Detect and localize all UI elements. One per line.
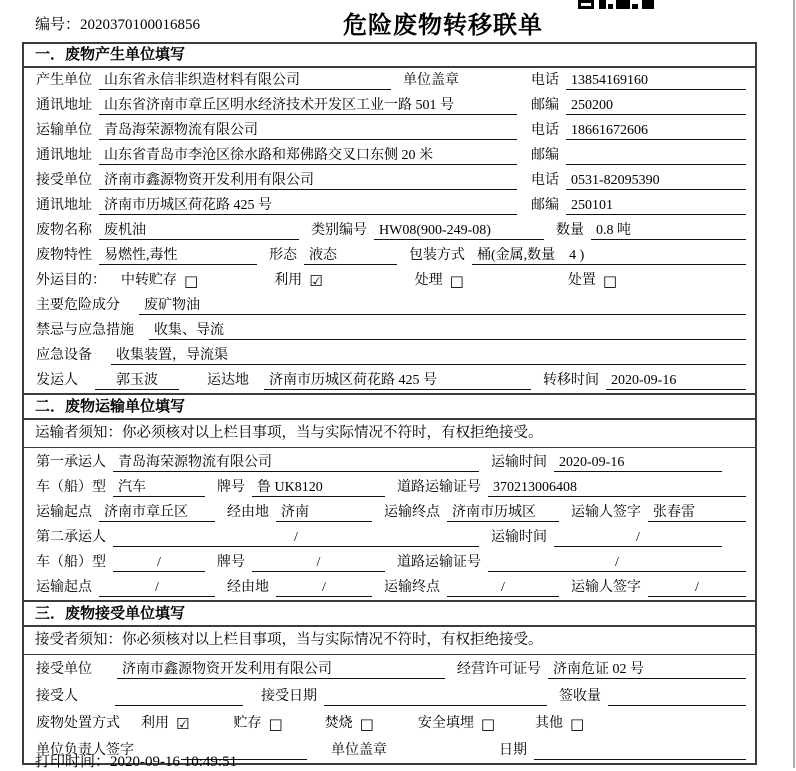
origin-value: 济南市章丘区 xyxy=(99,504,215,522)
print-time-value: 2020-09-16 10:49:51 xyxy=(110,754,238,770)
transport-zip-value xyxy=(566,147,746,165)
row-transport-purpose xyxy=(24,268,755,293)
emergency-equipment-value: 收集装置，导流渠 xyxy=(111,347,746,365)
page-title: 危险废物转移联单 xyxy=(343,12,543,39)
page-edge-line xyxy=(793,0,795,768)
qr-code-partial xyxy=(578,0,654,9)
option-label: 中转贮存 xyxy=(121,273,177,288)
plate-label: 牌号 xyxy=(217,555,245,570)
purpose-option-utilize xyxy=(274,272,322,290)
date-value xyxy=(534,742,746,760)
receive-date-value xyxy=(324,688,547,706)
waste-character-value: 易燃性,毒性 xyxy=(99,247,257,265)
quantity-value: 0.8 吨 xyxy=(591,222,746,240)
option-label: 处理 xyxy=(414,273,443,288)
checkbox-icon: □ xyxy=(480,715,496,733)
purpose-option-treat xyxy=(415,272,464,290)
plate-2-value: / xyxy=(252,554,385,572)
qr-block xyxy=(642,0,654,9)
row-transport-address xyxy=(24,143,755,168)
responsible-sign-label: 单位负责人签字 xyxy=(36,743,134,758)
second-carrier-value: / xyxy=(113,529,479,547)
via-value: 济南 xyxy=(276,504,372,522)
receiver-phone-value: 0531-82095390 xyxy=(566,172,746,190)
address-label: 通讯地址 xyxy=(36,148,92,163)
emergency-measures-label: 禁忌与应急措施 xyxy=(36,323,134,338)
checkbox-icon: □ xyxy=(268,715,283,733)
origin-2-value: / xyxy=(99,579,215,597)
row-emergency-measures xyxy=(24,318,755,343)
vehicle-type-value: 汽车 xyxy=(113,479,205,497)
category-label: 类别编号 xyxy=(311,223,367,238)
section3-header: 三．废物接受单位填写 xyxy=(24,600,755,627)
generator-unit-value: 山东省永信非织造材料有限公司 xyxy=(99,72,391,90)
transport-time-value: 2020-09-16 xyxy=(554,454,722,472)
transport-unit-value: 青岛海荣源物流有限公司 xyxy=(99,122,517,140)
end-value: 济南市历城区 xyxy=(447,504,559,522)
zip-label: 邮编 xyxy=(531,98,559,113)
first-carrier-value: 青岛海荣源物流有限公司 xyxy=(113,454,479,472)
road-cert-2-value: / xyxy=(488,554,746,572)
transporter-sign-2-value: / xyxy=(648,579,746,597)
hazard-component-label: 主要危险成分 xyxy=(36,298,120,313)
address-label: 通讯地址 xyxy=(36,198,92,213)
row-vehicle-1 xyxy=(24,475,755,500)
unit-seal-label: 单位盖章 xyxy=(403,73,459,88)
transporter-sign-label: 运输人签字 xyxy=(571,505,641,520)
checkbox-icon: □ xyxy=(602,272,618,290)
transfer-time-label: 转移时间 xyxy=(543,373,599,388)
zip-label: 邮编 xyxy=(531,198,559,213)
destination-value: 济南市历城区荷花路 425 号 xyxy=(264,372,531,390)
receiver-notice: 接受者须知：你必须核对以上栏目事项，当与实际情况不符时，有权拒绝接受。 xyxy=(24,627,755,655)
end-2-value: / xyxy=(447,579,559,597)
license-label: 经营许可证号 xyxy=(457,662,541,677)
qr-block xyxy=(578,0,594,9)
checkbox-icon: □ xyxy=(184,272,199,290)
form-label: 形态 xyxy=(269,248,297,263)
received-qty-label: 签收量 xyxy=(559,689,601,704)
category-value: HW08(900-249-08) xyxy=(374,222,544,240)
row-receiver-address xyxy=(24,193,755,218)
checkbox-checked-icon: ☑ xyxy=(176,715,190,733)
receiver-unit-label: 接受单位 xyxy=(36,173,92,188)
via-label: 经由地 xyxy=(227,580,269,595)
generator-address-value: 山东省济南市章丘区明水经济技术开发区工业一路 501 号 xyxy=(99,97,517,115)
checkbox-icon: □ xyxy=(570,715,585,733)
transport-unit-label: 运输单位 xyxy=(36,123,92,138)
waste-name-value: 废机油 xyxy=(99,222,299,240)
row-transport-unit xyxy=(24,118,755,143)
receiver-address-value: 济南市历城区荷花路 425 号 xyxy=(99,197,517,215)
receiving-unit-label: 接受单位 xyxy=(36,662,92,677)
row-generator-unit xyxy=(24,68,755,93)
option-label: 其他 xyxy=(535,716,564,731)
transporter-notice: 运输者须知：你必须核对以上栏目事项，当与实际情况不符时，有权拒绝接受。 xyxy=(24,420,755,448)
packing-value: 桶(金属,数量 4 ) xyxy=(472,247,746,265)
form-value: 液态 xyxy=(304,247,397,265)
phone-label: 电话 xyxy=(531,173,559,188)
transfer-time-value: 2020-09-16 xyxy=(606,372,746,390)
row-hazard-component xyxy=(24,293,755,318)
generator-unit-label: 产生单位 xyxy=(36,73,92,88)
received-qty-value xyxy=(608,688,746,706)
transport-time-label: 运输时间 xyxy=(491,530,547,545)
road-cert-label: 道路运输证号 xyxy=(397,555,481,570)
first-carrier-label: 第一承运人 xyxy=(36,455,106,470)
generator-phone-value: 13854169160 xyxy=(566,72,746,90)
plate-value: 鲁 UK8120 xyxy=(252,479,385,497)
checkbox-icon: □ xyxy=(359,715,374,733)
waste-character-label: 废物特性 xyxy=(36,248,92,263)
destination-label: 运达地 xyxy=(207,373,249,388)
disposal-option-incinerate xyxy=(325,715,374,733)
unit-seal-label: 单位盖章 xyxy=(331,743,387,758)
phone-label: 电话 xyxy=(531,123,559,138)
row-first-carrier xyxy=(24,448,755,475)
qr-block xyxy=(616,0,630,9)
hazard-component-value: 废矿物油 xyxy=(139,297,746,315)
shipper-value: 郭玉波 xyxy=(95,372,179,390)
origin-label: 运输起点 xyxy=(36,580,92,595)
option-label: 利用 xyxy=(274,273,303,288)
receiver-zip-value: 250101 xyxy=(566,197,746,215)
packing-label: 包装方式 xyxy=(409,248,465,263)
emergency-measures-value: 收集、导流 xyxy=(149,322,746,340)
end-label: 运输终点 xyxy=(384,505,440,520)
option-label: 处置 xyxy=(567,273,596,288)
receiver-person-label: 接受人 xyxy=(36,689,78,704)
purpose-label: 外运目的： xyxy=(36,273,106,288)
qr-block xyxy=(608,4,613,9)
row-waste-name xyxy=(24,218,755,243)
section2-header: 二．废物运输单位填写 xyxy=(24,393,755,420)
transporter-sign-label: 运输人签字 xyxy=(571,580,641,595)
doc-number-label: 编号： xyxy=(35,17,81,33)
zip-label: 邮编 xyxy=(531,148,559,163)
disposal-method-label: 废物处置方式 xyxy=(36,716,120,731)
row-receiver-unit xyxy=(24,168,755,193)
disposal-option-utilize xyxy=(141,715,189,733)
license-value: 济南危证 02 号 xyxy=(548,661,746,679)
row-emergency-equipment xyxy=(24,343,755,368)
second-carrier-label: 第二承运人 xyxy=(36,530,106,545)
road-cert-value: 370213006408 xyxy=(488,479,746,497)
transporter-sign-value: 张春雷 xyxy=(648,504,746,522)
end-label: 运输终点 xyxy=(384,580,440,595)
option-label: 利用 xyxy=(141,716,169,731)
row-generator-address xyxy=(24,93,755,118)
origin-label: 运输起点 xyxy=(36,505,92,520)
vehicle-type-label: 车（船）型 xyxy=(36,555,106,570)
row-route-2 xyxy=(24,575,755,600)
receiving-unit-value: 济南市鑫源物资开发利用有限公司 xyxy=(117,661,445,679)
print-time-label: 打印时间： xyxy=(35,754,111,770)
row-receiving-unit xyxy=(24,655,755,682)
section1-header: 一．废物产生单位填写 xyxy=(24,44,755,68)
plate-label: 牌号 xyxy=(217,480,245,495)
via-2-value: / xyxy=(276,579,372,597)
phone-label: 电话 xyxy=(531,73,559,88)
generator-zip-value: 250200 xyxy=(566,97,746,115)
vehicle-type-label: 车（船）型 xyxy=(36,480,106,495)
row-waste-character xyxy=(24,243,755,268)
receiver-unit-value: 济南市鑫源物资开发利用有限公司 xyxy=(99,172,517,190)
checkbox-icon: □ xyxy=(449,272,464,290)
quantity-label: 数量 xyxy=(556,223,584,238)
row-route-1 xyxy=(24,500,755,525)
row-vehicle-2 xyxy=(24,550,755,575)
date-label: 日期 xyxy=(499,743,527,758)
via-label: 经由地 xyxy=(227,505,269,520)
shipper-label: 发运人 xyxy=(36,373,78,388)
address-label: 通讯地址 xyxy=(36,98,92,113)
transport-time-2-value: / xyxy=(554,529,722,547)
waste-name-label: 废物名称 xyxy=(36,223,92,238)
row-second-carrier xyxy=(24,525,755,550)
qr-block xyxy=(599,0,606,9)
transport-time-label: 运输时间 xyxy=(491,455,547,470)
form-table xyxy=(22,42,757,765)
purpose-option-transfer-storage xyxy=(121,272,198,290)
disposal-option-storage xyxy=(233,715,282,733)
receiver-person-value xyxy=(115,688,243,706)
row-disposal-method xyxy=(24,709,755,736)
qr-block xyxy=(632,4,638,9)
option-label: 焚烧 xyxy=(324,716,353,731)
transport-address-value: 山东省青岛市李沧区徐水路和郑佛路交叉口东侧 20 米 xyxy=(99,147,517,165)
option-label: 安全填埋 xyxy=(417,716,474,731)
doc-number-value: 2020370100016856 xyxy=(80,17,201,33)
transport-phone-value: 18661672606 xyxy=(566,122,746,140)
road-cert-label: 道路运输证号 xyxy=(397,480,481,495)
disposal-option-other xyxy=(535,715,584,733)
checkbox-checked-icon: ☑ xyxy=(309,272,323,290)
emergency-equipment-label: 应急设备 xyxy=(36,348,92,363)
disposal-option-landfill xyxy=(418,715,495,733)
receive-date-label: 接受日期 xyxy=(261,689,317,704)
row-shipper xyxy=(24,368,755,393)
vehicle-type-2-value: / xyxy=(113,554,205,572)
row-receiver-person xyxy=(24,682,755,709)
purpose-option-dispose xyxy=(568,272,617,290)
option-label: 贮存 xyxy=(233,716,262,731)
